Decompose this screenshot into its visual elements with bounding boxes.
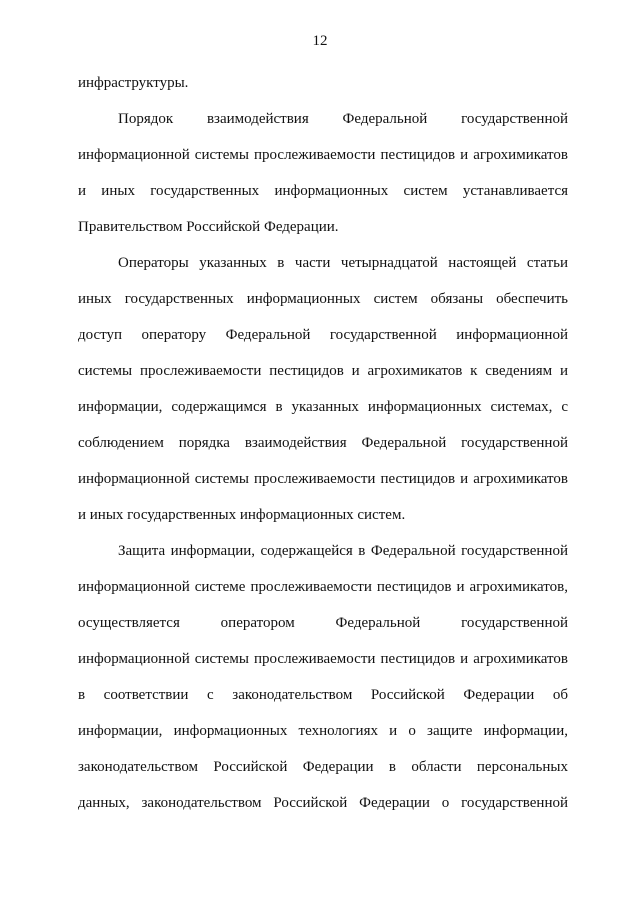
text-line: и иных государственных информационных систем. bbox=[78, 507, 406, 523]
text-line: инфраструктуры. bbox=[78, 75, 189, 91]
text-line: и иных государственных информационных систем устанавливается bbox=[78, 183, 568, 199]
text-line: системы прослеживаемости пестицидов и агрохимикатов к сведениям и bbox=[78, 363, 568, 379]
text-line: информации, содержащимся в указанных информационных системах, с bbox=[78, 399, 568, 415]
text-line: осуществляется оператором Федеральной государственной bbox=[78, 615, 568, 631]
text-line: информационной системе прослеживаемости пестицидов и агрохимикатов, bbox=[78, 579, 568, 595]
text-line: в соответствии с законодательством Российской Федерации об bbox=[78, 687, 568, 703]
text-line: информационной системы прослеживаемости пестицидов и агрохимикатов bbox=[78, 651, 568, 667]
text-line: Правительством Российской Федерации. bbox=[78, 219, 339, 235]
text-line: соблюдением порядка взаимодействия Федеральной государственной bbox=[78, 435, 568, 451]
text-line: данных, законодательством Российской Федерации о государственной bbox=[78, 795, 568, 811]
text-line: информационной системы прослеживаемости пестицидов и агрохимикатов bbox=[78, 471, 568, 487]
paragraph-first-line: Операторы указанных в части четырнадцатой настоящей статьи bbox=[118, 255, 568, 271]
text-line: доступ оператору Федеральной государственной информационной bbox=[78, 327, 568, 343]
paragraph-first-line: Защита информации, содержащейся в Федеральной государственной bbox=[118, 543, 568, 559]
text-line: информационной системы прослеживаемости пестицидов и агрохимикатов bbox=[78, 147, 568, 163]
text-line: информации, информационных технологиях и о защите информации, bbox=[78, 723, 568, 739]
text-line: законодательством Российской Федерации в области персональных bbox=[78, 759, 568, 775]
text-line: иных государственных информационных систем обязаны обеспечить bbox=[78, 291, 568, 307]
paragraph-first-line: Порядок взаимодействия Федеральной государственной bbox=[118, 111, 568, 127]
page-number: 12 bbox=[312, 33, 328, 49]
